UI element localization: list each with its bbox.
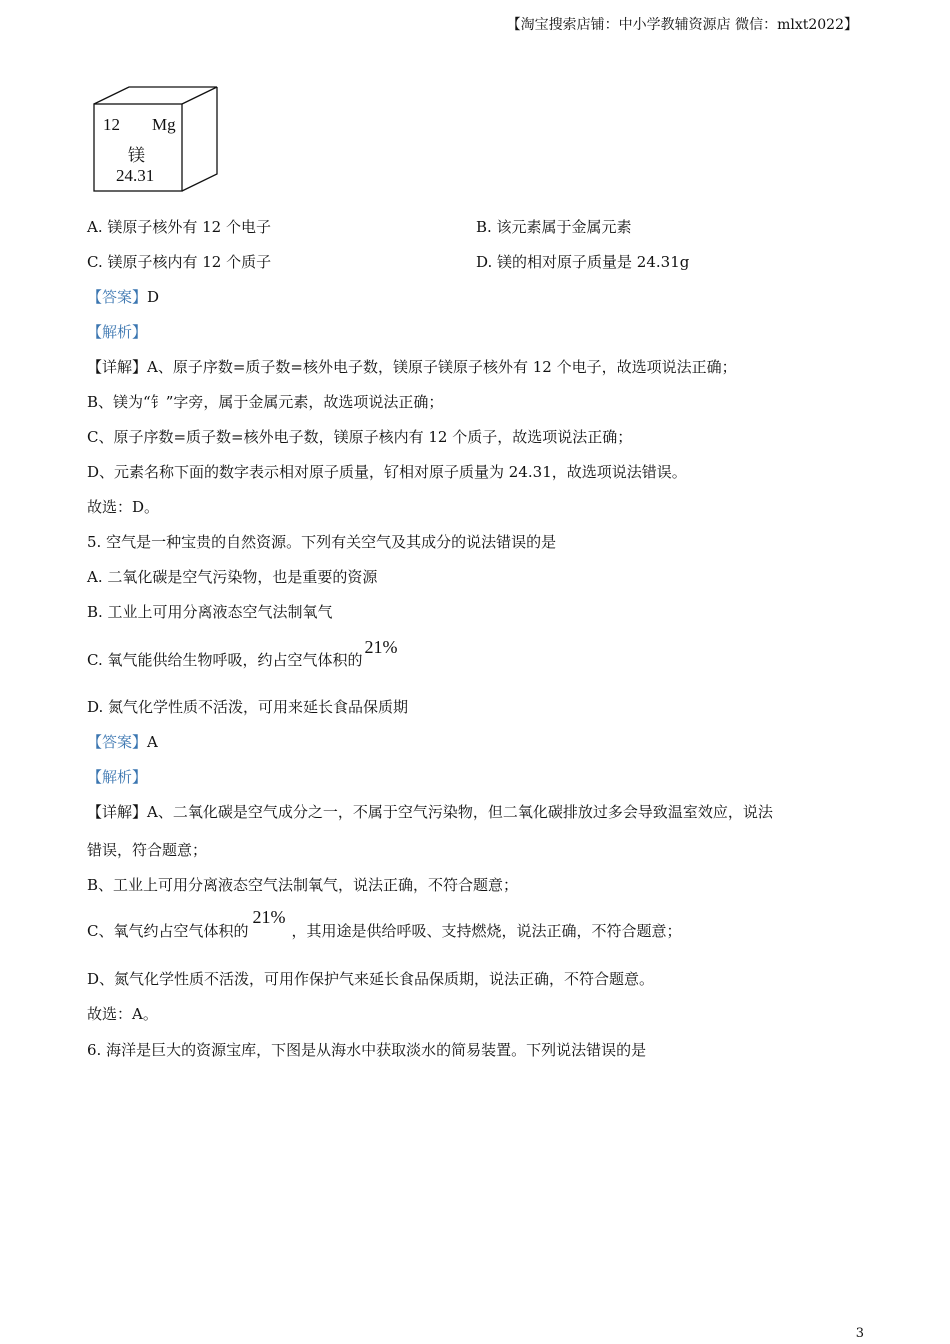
q5-option-b: B. 工业上可用分离液态空气法制氧气 bbox=[87, 603, 333, 621]
detail-text: A、二氧化碳是空气成分之一，不属于空气污染物，但二氧化碳排放过多会导致温室效应，说法 bbox=[147, 803, 773, 821]
q4-option-d: D. 镁的相对原子质量是 24.31g bbox=[476, 253, 690, 271]
periodic-element-card bbox=[92, 84, 222, 194]
q5-conclusion: 故选：A。 bbox=[87, 1005, 158, 1023]
detail-tag: 【详解】 bbox=[87, 358, 148, 376]
q6-stem: 6. 海洋是巨大的资源宝库，下图是从海水中获取淡水的简易装置。下列说法错误的是 bbox=[87, 1041, 647, 1059]
q5-detail-c bbox=[87, 907, 682, 941]
q4-detail-a bbox=[87, 356, 737, 377]
detail-text: A、原子序数=质子数=核外电子数，镁原子镁原子核外有 12 个电子，故选项说法正确； bbox=[147, 358, 737, 376]
detail-c-pre: C、氧气约占空气体积的 bbox=[87, 922, 249, 940]
q4-detail-b: B、镁为“钅”字旁，属于金属元素，故选项说法正确； bbox=[87, 393, 444, 411]
detail-tag: 【详解】 bbox=[87, 803, 148, 821]
q5-option-c bbox=[87, 637, 399, 670]
answer-tag: 【答案】 bbox=[87, 288, 148, 306]
q4-option-b: B. 该元素属于金属元素 bbox=[476, 218, 632, 236]
q5-detail-d: D、氮气化学性质不活泼，可用作保护气来延长食品保质期，说法正确，不符合题意。 bbox=[87, 970, 655, 988]
answer-tag: 【答案】 bbox=[87, 733, 148, 751]
q4-conclusion: 故选：D。 bbox=[87, 498, 160, 516]
q5-analysis-tag: 【解析】 bbox=[87, 768, 148, 786]
answer-value: A bbox=[147, 733, 158, 751]
q4-option-c: C. 镁原子核内有 12 个质子 bbox=[87, 253, 272, 271]
element-atomic-number: 12 bbox=[103, 115, 120, 134]
element-name: 镁 bbox=[128, 146, 145, 166]
q4-detail-d: D、元素名称下面的数字表示相对原子质量，钌相对原子质量为 24.31，故选项说法错误。 bbox=[87, 463, 687, 481]
q5-detail-a-cont: 错误，符合题意； bbox=[87, 841, 208, 859]
q5-answer bbox=[87, 731, 158, 752]
q5-option-a: A. 二氧化碳是空气污染物，也是重要的资源 bbox=[87, 568, 378, 586]
detail-c-percent: 21% bbox=[252, 907, 286, 927]
q4-analysis-tag: 【解析】 bbox=[87, 323, 148, 341]
q4-answer bbox=[87, 286, 159, 307]
q4-detail-c: C、原子序数=质子数=核外电子数，镁原子核内有 12 个质子，故选项说法正确； bbox=[87, 428, 633, 446]
element-symbol: Mg bbox=[152, 115, 176, 134]
detail-c-post: ，其用途是供给呼吸、支持燃烧，说法正确，不符合题意； bbox=[291, 922, 682, 940]
answer-value: D bbox=[147, 288, 160, 306]
q5-detail-a bbox=[87, 801, 773, 822]
q5-stem: 5. 空气是一种宝贵的自然资源。下列有关空气及其成分的说法错误的是 bbox=[87, 533, 557, 551]
q5-option-d: D. 氮气化学性质不活泼，可用来延长食品保质期 bbox=[87, 698, 409, 716]
page-number: 3 bbox=[855, 1326, 864, 1341]
option-c-percent: 21% bbox=[364, 637, 398, 657]
element-card-box-icon bbox=[92, 84, 222, 194]
q5-detail-b: B、工业上可用分离液态空气法制氧气，说法正确，不符合题意； bbox=[87, 876, 519, 894]
option-c-text: C. 氧气能供给生物呼吸，约占空气体积的 bbox=[87, 651, 363, 669]
q4-option-a: A. 镁原子核外有 12 个电子 bbox=[87, 218, 271, 236]
element-mass: 24.31 bbox=[116, 166, 155, 185]
page-header: 【淘宝搜索店铺：中小学教辅资源店 微信：mlxt2022】 bbox=[506, 17, 858, 33]
